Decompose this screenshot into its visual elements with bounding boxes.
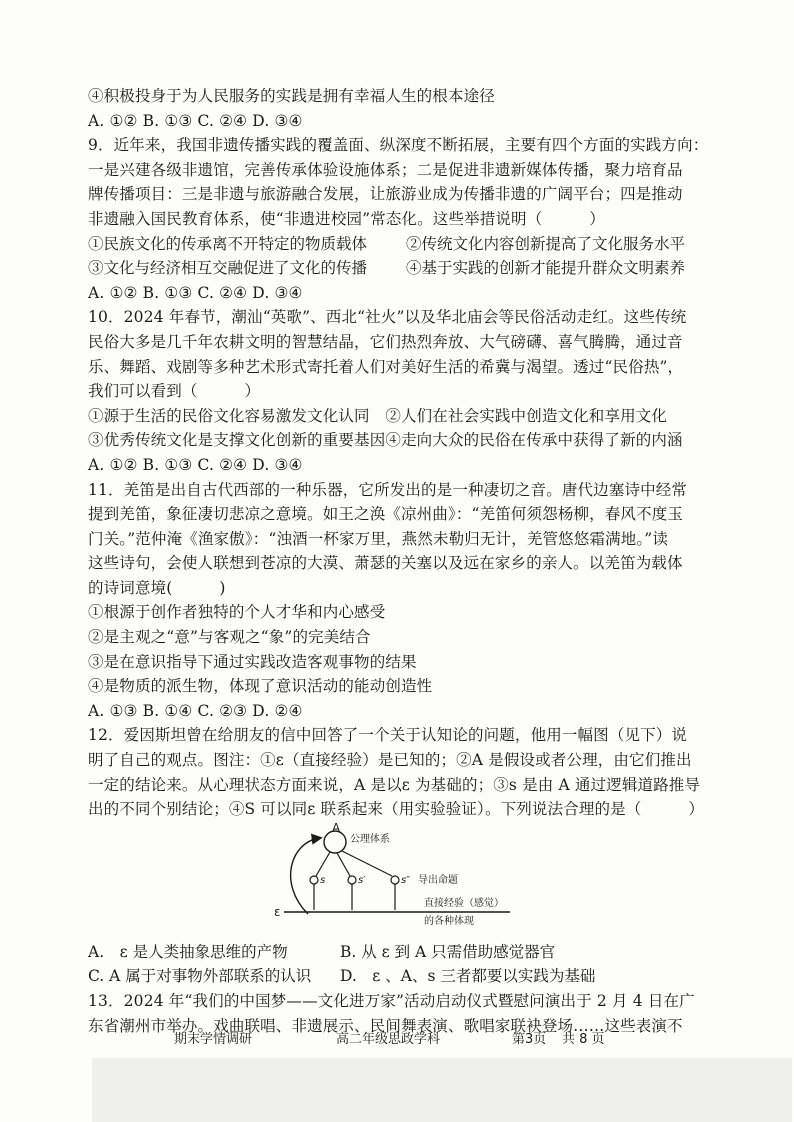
text-line: 这些诗句，会使人联想到苍凉的大漠、萧瑟的关塞以及远在家乡的亲人。以羌笛为载体 (88, 554, 683, 573)
q9-option-1: ①民族文化的传承离不开特定的物质载体 (88, 234, 368, 253)
question-11-stem: 11．羌笛是出自古代西部的一种乐器，它所发出的是一种凄切之音。唐代边塞诗中经常 (88, 480, 688, 499)
footer-subject: 高二年级思政学科 (336, 1032, 441, 1047)
q11-option-2: ②是主观之“意”与客观之“象”的完美结合 (88, 628, 371, 647)
deduction-line (342, 851, 392, 876)
answer-choices-q9: A. ①② B. ①③ C. ②④ D. ③④ (88, 283, 303, 302)
text-line: 牌传播项目：三是非遗与旅游融合发展，让旅游业成为传播非遗的广阔平台；四是推动 (88, 185, 683, 204)
deduction-line (316, 852, 330, 876)
scan-shadow (92, 1058, 792, 1122)
page-footer (0, 1028, 794, 1050)
q12-option-c: C. A 属于对事物外部联系的认识 (88, 967, 312, 986)
page-content (88, 84, 712, 1038)
text-line: 东省潮州市举办。戏曲联唱、非遗展示、民间舞表演、歌唱家联袂登场……这些表演不 (88, 1016, 683, 1035)
text-line: 一定的结论来。从心理状态方面来说，A 是以ε 为基础的；③s 是由 A 通过逻辑道路推导 (88, 775, 701, 794)
question-12-stem: 12．爱因斯坦曾在给朋友的信中回答了一个关于认知论的问题，他用一幅图（见下）说 (88, 726, 688, 745)
q9-option-2: ②传统文化内容创新提高了文化服务水平 (406, 234, 686, 253)
conclusion-node (348, 876, 356, 884)
question-10-stem: 10．2024 年春节，潮汕“英歌”、西北“社火”以及华北庙会等民俗活动走红。这些传统 (88, 308, 687, 327)
q11-option-4: ④是物质的派生物，体现了意识活动的能动创造性 (88, 677, 433, 696)
conclusion-node (391, 876, 399, 884)
label-various-manifestations: 的各种体现 (424, 915, 474, 927)
q12-option-row (88, 940, 712, 965)
label-axiom-system: 公理体系 (350, 833, 390, 845)
label-derived-propositions: 导出命题 (418, 874, 458, 886)
text-line: 一是兴建各级非遗馆，完善传承体验设施体系；二是促进非遗新媒体传播，聚力培育品 (88, 160, 683, 179)
block-mid (88, 281, 712, 822)
text-line: 明了自己的观点。图注：①ε（直接经验）是已知的；②A 是假设或者公理，由它们推出 (88, 751, 692, 770)
footer-page-number: 第3页 (512, 1032, 547, 1047)
einstein-epistemology-diagram (88, 822, 712, 940)
q12-option-a: A. ε 是人类抽象思维的产物 (88, 942, 288, 961)
text-line: ④积极投身于为人民服务的实践是拥有幸福人生的根本途径 (88, 87, 495, 105)
q12-option-row (88, 964, 712, 989)
q9-option-row (88, 256, 712, 281)
footer-exam-name: 期末学情调研 (174, 1032, 253, 1047)
q10-option-line: ①源于生活的民俗文化容易激发文化认同 ②人们在社会实践中创造文化和享用文化 (88, 406, 668, 425)
text-line: 我们可以看到（ ） (88, 382, 261, 401)
text-line: 门关。”范仲淹《渔家傲》：“浊酒一杯家万里，燕然未勒归无计，羌管悠悠霜满地。”读 (88, 529, 669, 548)
q9-option-3: ③文化与经济相互交融促进了文化的传播 (88, 259, 368, 278)
text-line: 乐、舞蹈、戏剧等多种艺术形式寄托着人们对美好生活的希冀与渴望。透过“民俗热”， (88, 357, 684, 376)
label-direct-experience: 直接经验（感觉） (424, 897, 504, 909)
text-line: 民俗大多是几千年农耕文明的智慧结晶，它们热烈奔放、大气磅礴、喜气腾腾，通过音 (88, 332, 683, 351)
text-line: 非遗融入国民教育体系，使“非遗进校园”常态化。这些举措说明（ ） (88, 209, 605, 228)
text-line: 提到羌笛，象征凄切悲凉之意境。如王之涣《凉州曲》：“羌笛何须怨杨柳，春风不度玉 (88, 505, 684, 524)
label-epsilon: ε (274, 904, 281, 919)
deduction-line (337, 853, 350, 876)
question-13-stem: 13．2024 年“我们的中国梦——文化进万家”活动启动仪式暨慰问演出于 2 月 4 日在广 (88, 992, 695, 1010)
answer-choices-q8: A. ①② B. ①③ C. ②④ D. ③④ (88, 111, 303, 130)
block-top (88, 84, 712, 232)
q12-option-b: B. 从 ε 到 A 只需借助感觉器官 (340, 942, 556, 961)
footer-total-pages: 共 8 页 (562, 1032, 605, 1047)
label-s2: s′ (358, 874, 366, 886)
answer-choices-q11: A. ①③ B. ①④ C. ②③ D. ②④ (88, 701, 303, 720)
question-9-stem: 9．近年来，我国非遗传播实践的覆盖面、纵深度不断拓展，主要有四个方面的实践方向： (88, 136, 709, 155)
q9-option-4: ④基于实践的创新才能提升群众文明素养 (406, 259, 686, 278)
label-a: A (332, 820, 341, 835)
text-line: 的诗词意境( ) (88, 578, 226, 597)
label-s1: s (320, 874, 326, 886)
q10-option-line: ③优秀传统文化是支撑文化创新的重要基因④走向大众的民俗在传承中获得了新的内涵 (88, 431, 683, 450)
q11-option-1: ①根源于创作者独特的个人才华和内心感受 (88, 603, 386, 622)
q12-option-d: D. ε 、A、s 三者都要以实践为基础 (340, 967, 596, 986)
text-line: 出的不同个别结论；④S 可以同ε 联系起来（用实验验证）。下列说法合理的是（ ） (88, 800, 705, 819)
conclusion-node (310, 876, 318, 884)
q9-option-row (88, 232, 712, 257)
label-s3: s″ (401, 874, 410, 886)
q11-option-3: ③是在意识指导下通过实践改造客观事物的结果 (88, 652, 417, 671)
answer-choices-q10: A. ①② B. ①③ C. ②④ D. ③④ (88, 455, 303, 474)
